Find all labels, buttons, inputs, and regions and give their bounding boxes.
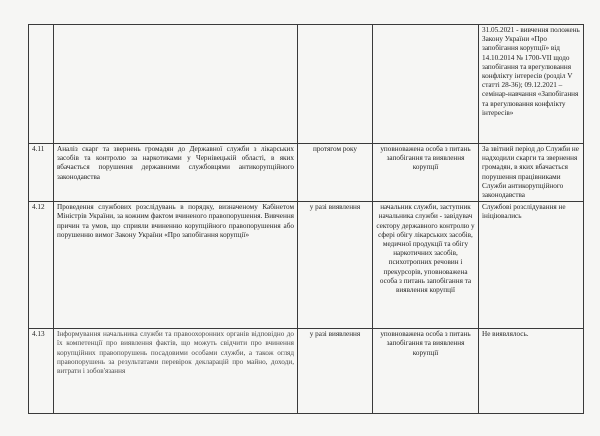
- table-row: [29, 329, 584, 414]
- row-number: 4.12: [29, 202, 54, 329]
- status-text: За звітний період до Служби не надходили скарги та звернення громадян, в яких вбачається порушення працівниками Служби антикорупційного законодавства: [479, 144, 584, 202]
- responsible-text: начальник служби, заступник начальника служби - завідувач сектору державного контролю у сфері обігу лікарських засобів, медичної продукції та обігу наркотичних засобів, психотропних речовин і прекурсорів, уповноважена особа з питань запобігання та виявлення корупції: [373, 202, 479, 329]
- measure-text: Інформування начальника служби та правоохоронних органів відповідно до їх компетенції про виявлення фактів, що можуть свідчити про вчинення корупційних правопорушень посадовими особами служби, а також огляд правопорушень за результатами перевірок декларацій про майно, доходи, витрати і зобов'язання: [54, 329, 298, 414]
- status-text: Не виявлялось.: [479, 329, 584, 414]
- measure-text: [54, 25, 298, 144]
- row-number: 4.13: [29, 329, 54, 414]
- status-text: 31.05.2021 - вивчення положень Закону України «Про запобігання корупції» від 14.10.2014 № 1700-VII щодо запобігання та врегулювання конфлікту інтересів (розділ V статті 28-36); 09.12.2021 – семінар-навчання «Запобігання та врегулювання конфлікту інтересів»: [479, 25, 584, 144]
- measure-text: Проведення службових розслідувань в порядку, визначеному Кабінетом Міністрів України, за кожним фактом вчиненого правопорушення. Вивчення причин та умов, що сприяли вчиненню корупційного правопорушення або порушенню вимог Закону України «Про запобігання корупції»: [54, 202, 298, 329]
- responsible-text: уповноважена особа з питань запобігання та виявлення корупції: [373, 144, 479, 202]
- term-text: у разі виявлення: [298, 202, 373, 329]
- anticorruption-measures-table: [28, 24, 584, 414]
- term-text: [298, 25, 373, 144]
- table-row: [29, 25, 584, 144]
- table-row: [29, 202, 584, 329]
- row-number: 4.11: [29, 144, 54, 202]
- row-number: [29, 25, 54, 144]
- status-text: Службові розслідування не ініціювались: [479, 202, 584, 329]
- term-text: у разі виявлення: [298, 329, 373, 414]
- responsible-text: [373, 25, 479, 144]
- term-text: протягом року: [298, 144, 373, 202]
- table-row: [29, 144, 584, 202]
- measure-text: Аналіз скарг та звернень громадян до Державної служби з лікарських засобів та контролю за наркотиками у Чернівецькій області, в яких вбачається порушення державними службовцями антикорупційного законодавства: [54, 144, 298, 202]
- responsible-text: уповноважена особа з питань запобігання та виявлення корупції: [373, 329, 479, 414]
